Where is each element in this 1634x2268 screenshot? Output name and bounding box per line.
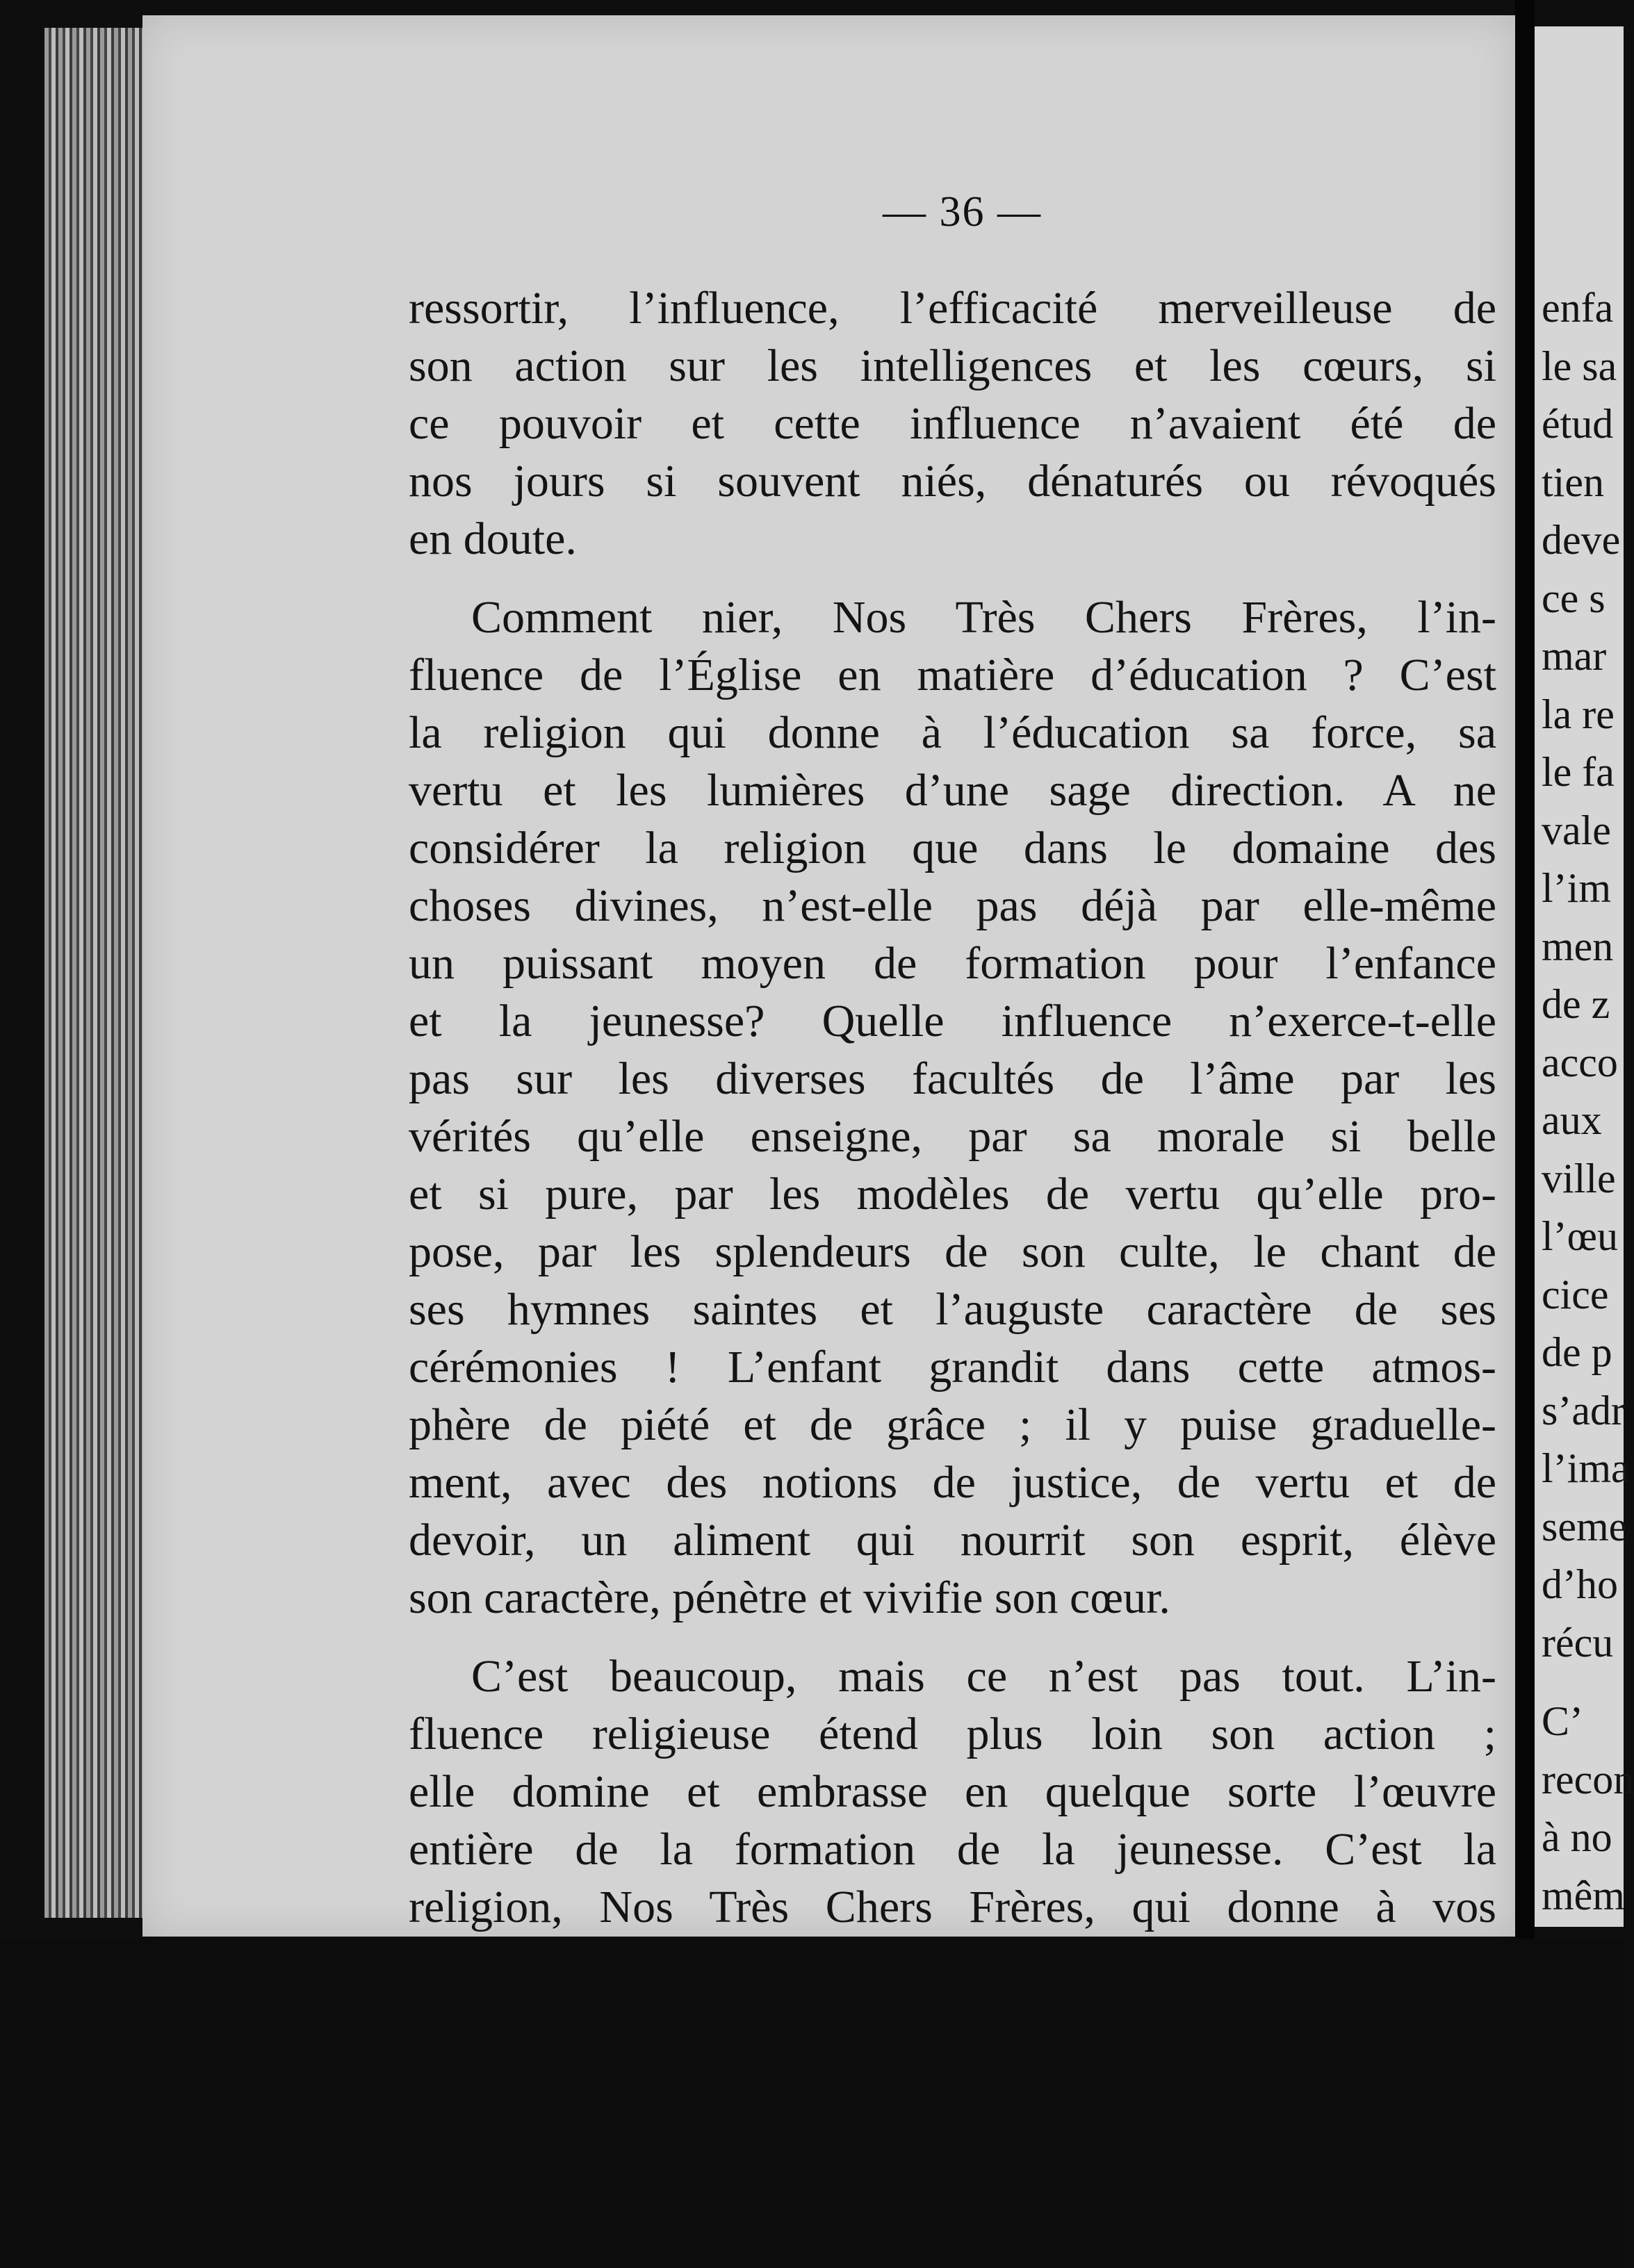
text-line: devoir, un aliment qui nourrit son esprit, élève [409,1515,1496,1566]
text-fragment: aux [1542,1097,1602,1143]
text-fragment: l’ima [1542,1445,1630,1491]
text-fragment: le sa [1542,343,1617,389]
text-fragment: recon [1542,1756,1634,1802]
scan-background [0,1939,1624,2268]
left-page-text [409,279,1496,1957]
page-number: — 36 — [883,188,1042,236]
text-line: choses divines, n’est-elle pas déjà par elle-même [409,880,1496,931]
text-line: ce pouvoir et cette influence n’avaient été de [409,398,1496,449]
text-line: en doute. [409,513,577,564]
text-fragment: men [1542,923,1614,969]
text-fragment: étud [1542,401,1614,447]
text-fragment: s’adr [1542,1387,1625,1433]
paragraph [409,589,1496,1627]
text-fragment: la re [1542,691,1615,737]
text-line: cérémonies ! L’enfant grandit dans cette atmos- [409,1342,1496,1392]
text-fragment: tien [1542,459,1604,505]
book-gutter [1515,0,1535,2268]
text-fragment: C’ [1542,1698,1583,1744]
text-line: considérer la religion que dans le domaine des [409,823,1496,873]
text-line: la religion qui donne à l’éducation sa force, sa [409,707,1496,758]
text-line: vertu et les lumières d’une sage direction. A ne [409,765,1496,816]
text-fragment: acco [1542,1039,1618,1085]
text-fragment: l’œu [1542,1213,1618,1259]
paragraph [409,1647,1496,1936]
text-line: ment, avec des notions de justice, de vertu et de [409,1457,1496,1508]
text-fragment: à no [1542,1814,1612,1860]
text-fragment: ce s [1542,575,1606,621]
text-line: et la jeunesse? Quelle influence n’exerce-t-elle [409,996,1496,1046]
text-fragment: mêm [1542,1872,1625,1918]
text-fragment: l’im [1542,865,1611,911]
text-line: ses hymnes saintes et l’auguste caractère de ses [409,1284,1496,1335]
text-line: nos jours si souvent niés, dénaturés ou révoqués [409,456,1496,507]
text-line: phère de piété et de grâce ; il y puise graduelle- [409,1399,1496,1450]
text-fragment: deve [1542,517,1621,563]
text-line: elle domine et embrasse en quelque sorte l’œuvre [409,1766,1496,1817]
text-fragment: cice [1542,1271,1609,1317]
text-fragment: de z [1542,981,1610,1027]
text-line: et si pure, par les modèles de vertu qu’elle pro- [409,1169,1496,1219]
text-fragment: enfa [1542,285,1614,331]
text-line: fluence de l’Église en matière d’éducation ? C’est [409,650,1496,700]
text-line: fluence religieuse étend plus loin son action ; [409,1709,1496,1759]
text-line: vérités qu’elle enseigne, par sa morale si belle [409,1111,1496,1162]
text-line: Comment nier, Nos Très Chers Frères, l’in- [471,592,1496,643]
text-line: ressortir, l’influence, l’efficacité merveilleuse de [409,283,1496,334]
paragraph [409,279,1496,568]
text-fragment: de p [1542,1329,1612,1375]
text-line: C’est beaucoup, mais ce n’est pas tout. L’in- [471,1651,1496,1702]
text-line: pas sur les diverses facultés de l’âme par les [409,1053,1496,1104]
right-page-text-fragments [1542,279,1632,1925]
text-line: un puissant moyen de formation pour l’enfance [409,938,1496,989]
text-line: entière de la formation de la jeunesse. C’est la [409,1824,1496,1875]
text-fragment: ville [1542,1155,1616,1201]
text-line: son caractère, pénètre et vivifie son cœur. [409,1572,1170,1623]
text-line: pose, par les splendeurs de son culte, le chant de [409,1226,1496,1277]
text-fragment: le fa [1542,749,1615,795]
text-fragment: seme [1542,1503,1628,1550]
text-fragment: d’ho [1542,1561,1618,1607]
text-line: son action sur les intelligences et les cœurs, si [409,340,1496,391]
text-fragment: récu [1542,1619,1614,1666]
text-fragment: mar [1542,633,1607,679]
text-line: religion, Nos Très Chers Frères, qui donne à vos [409,1882,1496,1932]
text-fragment: vale [1542,807,1611,853]
paragraph-gap [1542,1672,1632,1693]
